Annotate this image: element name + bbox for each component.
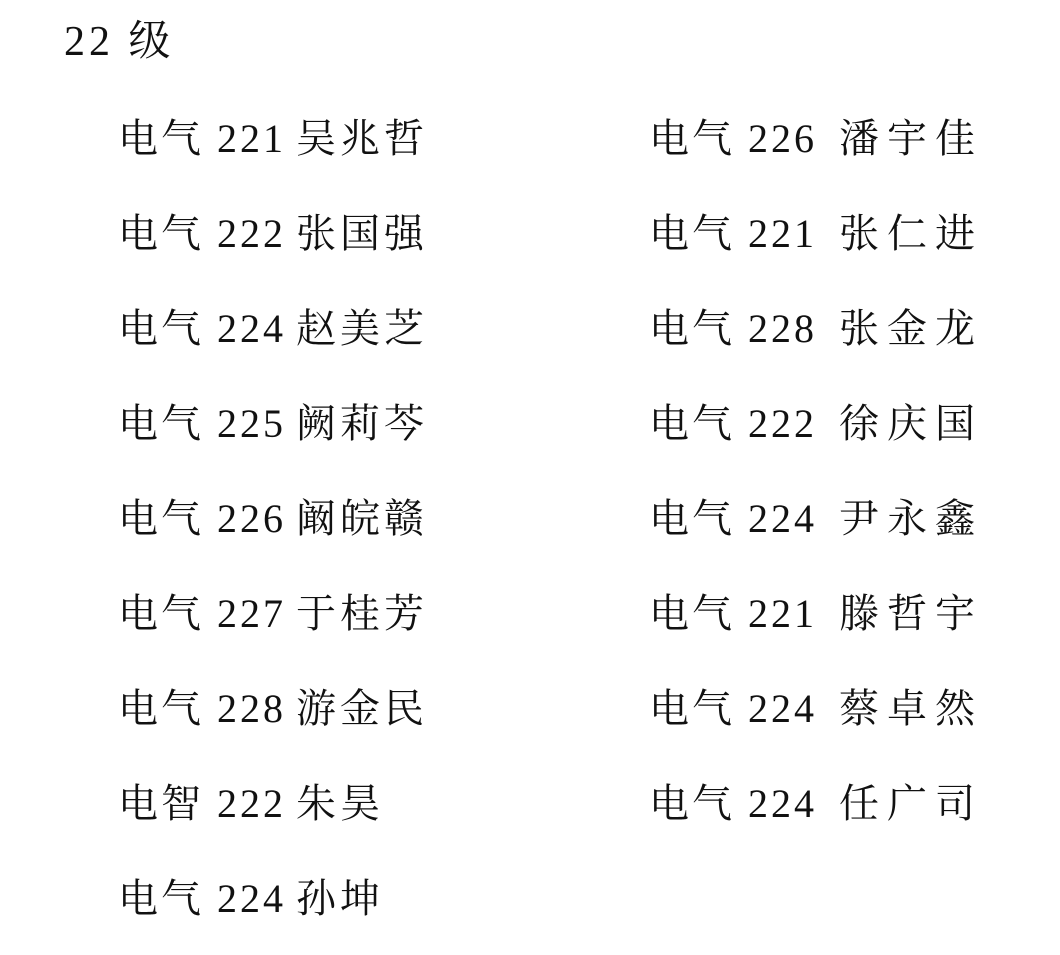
class-label: 电气 228 (649, 306, 817, 351)
roster-entry (649, 753, 983, 848)
student-name: 张国强 (296, 211, 428, 256)
student-name: 赵美芝 (296, 306, 428, 351)
right-column (649, 88, 983, 848)
class-label: 电气 224 (649, 496, 817, 541)
class-label: 电气 227 (118, 591, 286, 636)
roster-entry (118, 753, 428, 848)
roster-entry (649, 278, 983, 373)
class-label: 电气 226 (118, 496, 286, 541)
roster-entry (118, 88, 428, 183)
class-label: 电智 222 (118, 781, 286, 826)
class-label: 电气 221 (649, 211, 817, 256)
roster-entry (118, 278, 428, 373)
class-label: 电气 224 (118, 306, 286, 351)
student-name: 徐庆国 (839, 401, 983, 446)
student-name: 尹永鑫 (839, 496, 983, 541)
roster-entry (118, 373, 428, 468)
roster-entry (118, 183, 428, 278)
student-name: 阙莉芩 (296, 401, 428, 446)
class-label: 电气 221 (118, 116, 286, 161)
student-name: 游金民 (296, 686, 428, 731)
roster-entry (649, 468, 983, 563)
student-name: 于桂芳 (296, 591, 428, 636)
student-name: 任广司 (839, 781, 983, 826)
roster-entry (118, 468, 428, 563)
roster-entry (118, 563, 428, 658)
class-label: 电气 225 (118, 401, 286, 446)
class-label: 电气 224 (649, 781, 817, 826)
student-name: 孙坤 (296, 876, 384, 921)
student-name: 蔡卓然 (839, 686, 983, 731)
class-label: 电气 226 (649, 116, 817, 161)
student-name: 阚皖赣 (296, 496, 428, 541)
class-label: 电气 228 (118, 686, 286, 731)
roster-entry (118, 658, 428, 753)
roster-entry (649, 373, 983, 468)
class-label: 电气 224 (649, 686, 817, 731)
roster-entry (118, 848, 428, 943)
student-name: 滕哲宇 (839, 591, 983, 636)
grade-title: 22 级 (64, 19, 175, 65)
class-label: 电气 224 (118, 876, 286, 921)
student-name: 朱昊 (296, 781, 384, 826)
student-name: 吴兆哲 (296, 116, 428, 161)
left-column (118, 88, 428, 943)
class-label: 电气 221 (649, 591, 817, 636)
roster-entry (649, 658, 983, 753)
student-name: 潘宇佳 (839, 116, 983, 161)
class-label: 电气 222 (118, 211, 286, 256)
class-label: 电气 222 (649, 401, 817, 446)
roster-entry (649, 563, 983, 658)
roster-entry (649, 88, 983, 183)
student-name: 张金龙 (839, 306, 983, 351)
roster-entry (649, 183, 983, 278)
student-name: 张仁进 (839, 211, 983, 256)
